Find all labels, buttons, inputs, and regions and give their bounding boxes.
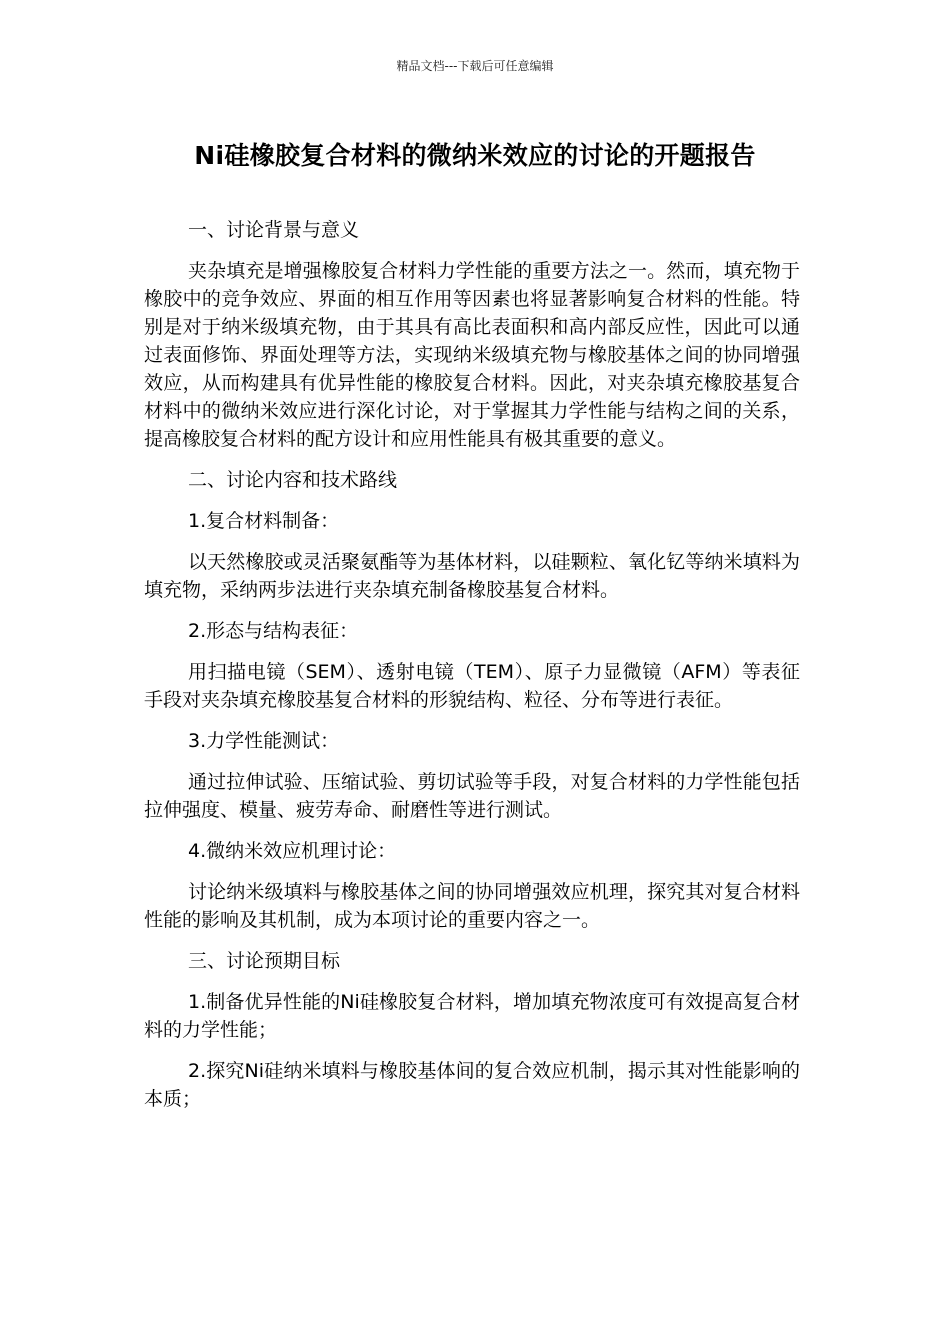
- paragraph-preparation: 以天然橡胶或灵活聚氨酯等为基体材料，以硅颗粒、氧化钇等纳米填料为填充物，采纳两步法进行夹杂填充制备橡胶基复合材料。: [144, 551, 800, 601]
- paragraph-goal-2: 2.探究Ni硅纳米填料与橡胶基体间的复合效应机制，揭示其对性能影响的本质；: [144, 1060, 800, 1110]
- paragraph-characterization: 用扫描电镜（SEM）、透射电镜（TEM）、原子力显微镜（AFM）等表征手段对夹杂填充橡胶基复合材料的形貌结构、粒径、分布等进行表征。: [144, 661, 800, 711]
- section-heading-goals: 三、讨论预期目标: [188, 950, 341, 972]
- document-body: [144, 216, 800, 1126]
- subheading-preparation: 1.复合材料制备：: [188, 510, 340, 532]
- page-header: 精品文档---下载后可任意编辑: [396, 59, 554, 73]
- paragraph-background: 夹杂填充是增强橡胶复合材料力学性能的重要方法之一。然而，填充物于橡胶中的竞争效应、界面的相互作用等因素也将显著影响复合材料的性能。特别是对于纳米级填充物，由于其具有高比表面积和高内部反应性，因此可以通过表面修饰、界面处理等方法，实现纳米级填充物与橡胶基体之间的协同增强效应，从而构建具有优异性能的橡胶复合材料。因此，对夹杂填充橡胶基复合材料中的微纳米效应进行深化讨论，对于掌握其力学性能与结构之间的关系，提高橡胶复合材料的配方设计和应用性能具有极其重要的意义。: [144, 260, 800, 450]
- paragraph-goal-1: 1.制备优异性能的Ni硅橡胶复合材料，增加填充物浓度可有效提高复合材料的力学性能；: [144, 991, 800, 1041]
- subheading-mechanism: 4.微纳米效应机理讨论：: [188, 840, 397, 862]
- paragraph-mechanism: 讨论纳米级填料与橡胶基体之间的协同增强效应机理，探究其对复合材料性能的影响及其机制，成为本项讨论的重要内容之一。: [144, 881, 800, 931]
- section-heading-background: 一、讨论背景与意义: [188, 219, 360, 241]
- section-heading-content: 二、讨论内容和技术路线: [188, 469, 398, 491]
- paragraph-mechanical-testing: 通过拉伸试验、压缩试验、剪切试验等手段，对复合材料的力学性能包括拉伸强度、模量、疲劳寿命、耐磨性等进行测试。: [144, 771, 800, 821]
- document-title: Ni硅橡胶复合材料的微纳米效应的讨论的开题报告: [194, 141, 756, 170]
- subheading-mechanical-testing: 3.力学性能测试：: [188, 730, 340, 752]
- subheading-characterization: 2.形态与结构表征：: [188, 620, 359, 642]
